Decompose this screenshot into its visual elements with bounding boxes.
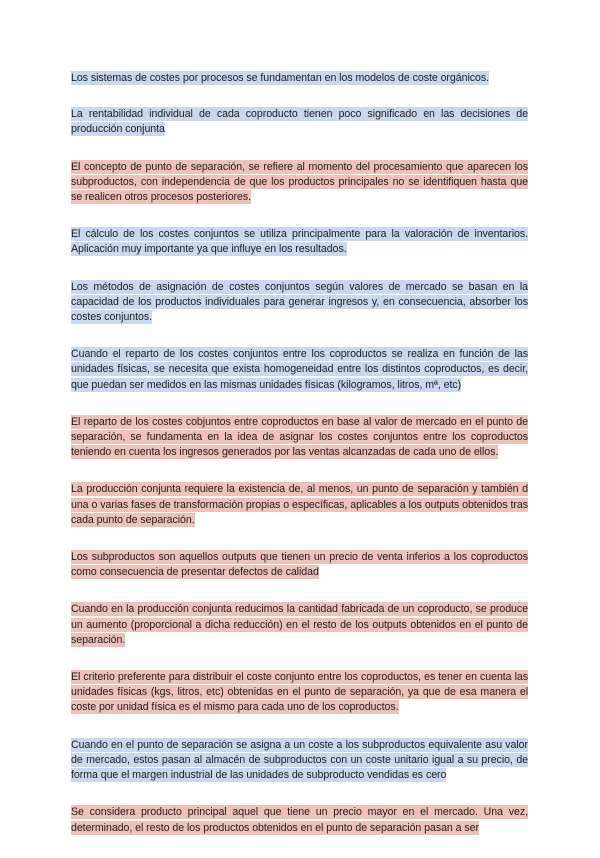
paragraph-5	[71, 280, 528, 326]
paragraph-text: Cuando en el punto de separación se asigna a un coste a los subproductos equivalente asu valor de mercado, estos pasan al almacén de subproductos con un coste unitario igual a su precio, de forma que el margen industrial de las unidades de subproducto vendidas es cero	[71, 738, 528, 782]
paragraph-text: Se considera producto principal aquel que tiene un precio mayor en el mercado. Una vez, determinado, el resto de los productos obtenidos en el punto de separación pasan a ser	[71, 806, 528, 834]
paragraph-11	[71, 670, 528, 716]
paragraph-9	[71, 550, 528, 580]
paragraph-1	[71, 71, 528, 86]
paragraph-12	[71, 738, 528, 784]
paragraph-text: El concepto de punto de separación, se refiere al momento del procesamiento que aparecen los subproductos, con independencia de que los productos principales no se identifiquen hasta que se realicen otros procesos posteriores.	[71, 160, 528, 204]
paragraph-text: El reparto de los costes cobjuntos entre coproductos en base al valor de mercado en el punto de separación, se fundamenta en la idea de asignar los costes conjuntos entre los coproductos teniendo en cuenta los ingresos generados por las ventas alcanzadas de cada uno de ellos.	[71, 415, 528, 459]
paragraph-text: La rentabilidad individual de cada coproducto tienen poco significado en las decisiones de producción conjunta	[71, 108, 528, 136]
paragraph-10	[71, 602, 528, 648]
paragraph-8	[71, 482, 528, 528]
paragraph-13	[71, 805, 528, 835]
paragraph-4	[71, 227, 528, 257]
document-body	[71, 71, 528, 858]
paragraph-text: El cálculo de los costes conjuntos se utiliza principalmente para la valoración de inventarios. Aplicación muy importante ya que influye en los resultados.	[71, 228, 528, 256]
paragraph-6	[71, 347, 528, 393]
paragraph-text: Los métodos de asignación de costes conjuntos según valores de mercado se basan en la capacidad de los productos individuales para generar ingresos y, en consecuencia, absorber los costes conjuntos.	[71, 280, 528, 324]
paragraph-2	[71, 107, 528, 137]
paragraph-text: La producción conjunta requiere la existencia de, al menos, un punto de separación y también d una o varias fases de transformación propias o específicas, aplicables a los outputs obtenidos tras cada punto de separación.	[71, 483, 528, 526]
paragraph-7	[71, 415, 528, 461]
paragraph-text: Los subproductos son aquellos outputs que tienen un precio de venta inferios a los coproductos como consecuencia de presentar defectos de calidad	[71, 551, 528, 579]
paragraph-3	[71, 160, 528, 206]
paragraph-text: El criterio preferente para distribuir el coste conjunto entre los coproductos, es tener en cuenta las unidades físicas (kgs, litros, etc) obtenidas en el punto de separación, ya que de esa manera el coste por unidad física es el mismo para cada uno de los coproductos.	[71, 671, 528, 714]
paragraph-text: Cuando en la producción conjunta reducimos la cantidad fabricada de un coproducto, se produce un aumento (proporcional a dicha reducción) en el resto de los outputs obtenidos en el punto de separación.	[71, 603, 528, 646]
paragraph-text: Los sistemas de costes por procesos se fundamentan en los modelos de coste orgánicos.	[71, 72, 489, 84]
paragraph-text: Cuando el reparto de los costes conjuntos entre los coproductos se realiza en función de las unidades físicas, se necesita que exista homogeneidad entre los distintos coproductos, es decir, que puedan ser medidos en las mismas unidades físicas (kilogramos, litros, mª, etc)	[71, 348, 528, 391]
